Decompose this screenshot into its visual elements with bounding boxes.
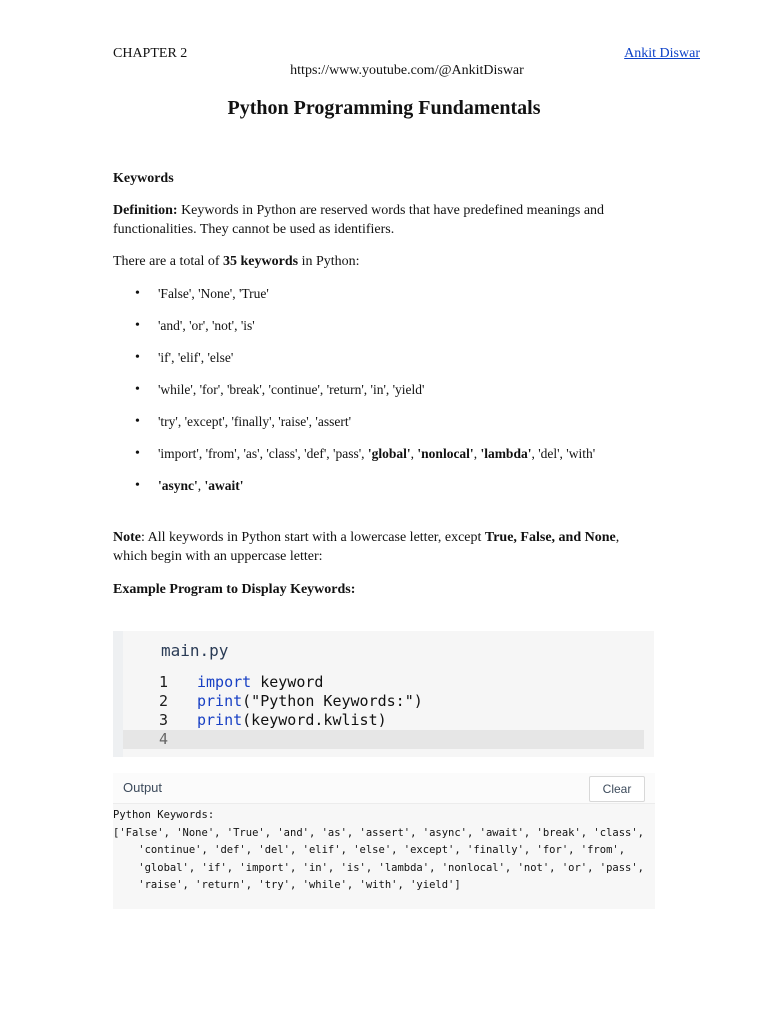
keyword-list-item	[113, 380, 673, 412]
line-source	[197, 711, 387, 729]
page-title: Python Programming Fundamentals	[227, 97, 541, 119]
note-label: Note	[113, 530, 141, 545]
keyword-text: 'import', 'from', 'as', 'class', 'def', 'pass',	[158, 446, 368, 461]
editor-filename: main.py	[161, 641, 229, 660]
code-keyword: import	[197, 673, 252, 691]
code-keyword: print	[197, 711, 243, 729]
keyword-bold: 'async'	[158, 478, 198, 493]
total-prefix: There are a total of	[113, 254, 223, 269]
keyword-text: 'while', 'for', 'break', 'continue', 'return', 'in', 'yield'	[158, 382, 425, 397]
keyword-list-item	[113, 476, 673, 508]
line-number: 1	[159, 673, 169, 691]
code-editor	[113, 631, 654, 757]
keyword-text: , 'del', 'with'	[531, 446, 596, 461]
keyword-list-item	[113, 444, 673, 476]
keyword-bold: 'await'	[204, 478, 244, 493]
line-number: 2	[159, 692, 169, 710]
example-heading: Example Program to Display Keywords:	[113, 582, 356, 597]
keyword-bold: 'nonlocal'	[417, 446, 474, 461]
keyword-bold: 'lambda'	[480, 446, 532, 461]
note-paragraph	[113, 528, 653, 566]
line-number: 4	[159, 730, 169, 748]
code-rest: keyword	[251, 673, 324, 691]
keyword-text: ,	[197, 478, 205, 493]
code-line	[123, 711, 644, 730]
channel-url: https://www.youtube.com/@AnkitDiswar	[290, 63, 524, 78]
keyword-bold: 'global'	[367, 446, 411, 461]
keyword-text: 'False', 'None', 'True'	[158, 286, 269, 301]
total-paragraph	[113, 252, 653, 271]
clear-button[interactable]: Clear	[589, 776, 645, 802]
author-link[interactable]: Ankit Diswar	[624, 46, 700, 61]
note-text-b: , which begin with an uppercase letter:	[113, 530, 620, 564]
definition-label: Definition:	[113, 203, 178, 218]
code-rest: (keyword.kwlist)	[242, 711, 387, 729]
line-source	[197, 673, 323, 691]
code-rest: ("Python Keywords:")	[242, 692, 423, 710]
code-line	[123, 673, 644, 692]
total-count: 35 keywords	[223, 254, 299, 269]
definition-paragraph	[113, 201, 653, 239]
note-bold: True, False, and None	[484, 530, 616, 545]
keyword-list-item	[113, 284, 673, 316]
keyword-list	[113, 284, 673, 508]
line-number: 3	[159, 711, 169, 729]
code-line-active[interactable]	[123, 730, 644, 749]
definition-text: Keywords in Python are reserved words that have predefined meanings and functionalities. They cannot be used as identifiers.	[113, 203, 605, 237]
keyword-text: ,	[473, 446, 481, 461]
line-source	[197, 692, 423, 710]
keyword-list-item	[113, 348, 673, 380]
keyword-list-item	[113, 412, 673, 444]
keyword-text: 'and', 'or', 'not', 'is'	[158, 318, 255, 333]
keyword-text: 'if', 'elif', 'else'	[158, 350, 234, 365]
keyword-text: ,	[410, 446, 418, 461]
keyword-text: 'try', 'except', 'finally', 'raise', 'assert'	[158, 414, 352, 429]
output-label: Output	[123, 780, 163, 795]
chapter-label: CHAPTER 2	[113, 46, 188, 61]
note-text-a: : All keywords in Python start with a lowercase letter, except	[141, 530, 485, 545]
output-panel	[113, 773, 655, 909]
total-suffix: in Python:	[298, 254, 360, 269]
output-text: Python Keywords: ['False', 'None', 'True', 'and', 'as', 'assert', 'async', 'await', 'break', 'class', 'continue', 'def', 'del', 'elif', 'else', 'except', 'finally', 'for', 'from', 'global', 'if', 'import', 'in', 'is', 'lambda', 'nonlocal', 'not', 'or', 'pass', 'raise', 'return', 'try', 'while', 'with', 'yield']	[113, 809, 645, 891]
code-keyword: print	[197, 692, 243, 710]
keyword-list-item	[113, 316, 673, 348]
code-line	[123, 692, 644, 711]
section-heading: Keywords	[113, 171, 174, 186]
output-header	[113, 773, 655, 804]
